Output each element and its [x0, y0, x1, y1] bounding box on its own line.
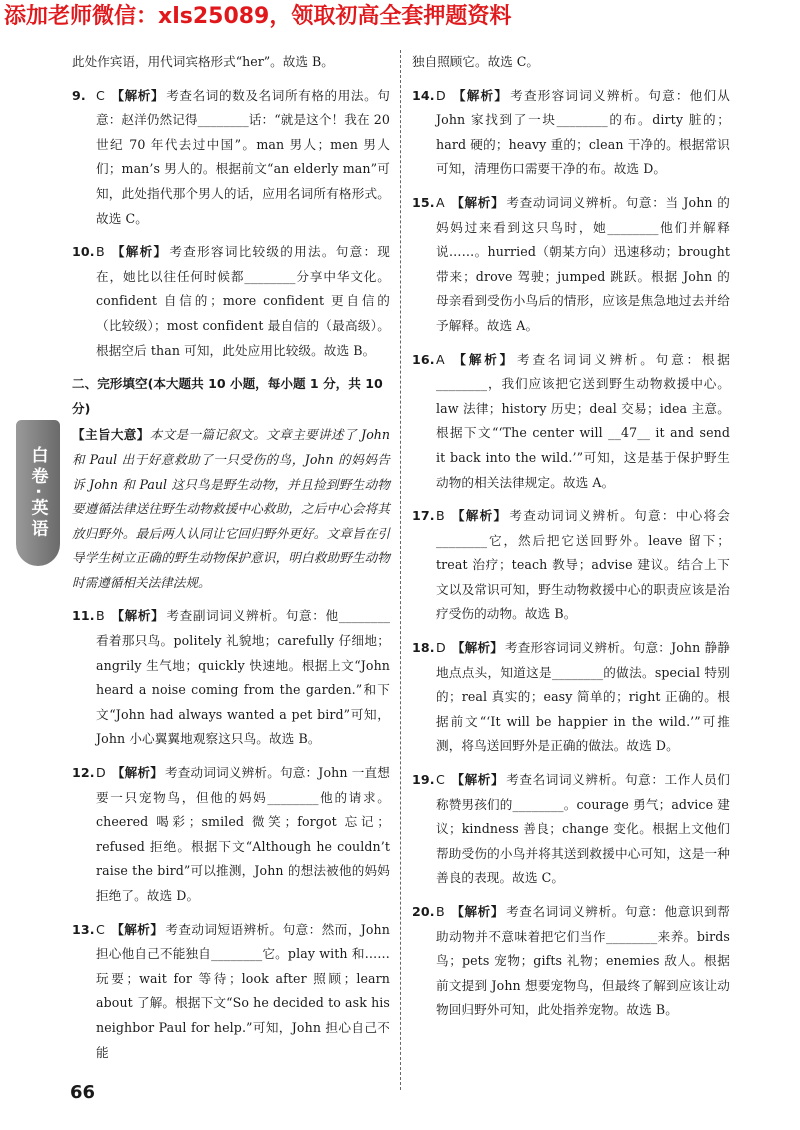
item-text: 考查名词词义辨析。句意：他意识到帮助动物并不意味着把它们当作________来养。birds 鸟；pets 宠物；gifts 礼物；enemies 敌人。根据前文提到 John 想要宠物鸟，但最终了解到应该让动物回归野外可知，此处指养宠物。故选 B。: [436, 904, 731, 1018]
item-text: 考查副词词义辨析。句意：他________看着那只鸟。politely 礼貌地；carefully 仔细地；angrily 生气地；quickly 快速地。根据上文“John heard a noise coming from the garden.”和下文“John had always wanted a pet bird”可知，John 小心翼翼地观察这只鸟。故选 B。: [96, 608, 390, 747]
item-num: 9.: [72, 87, 86, 103]
item-tag: 【解析】: [450, 772, 505, 788]
page-number: 66: [70, 1082, 96, 1103]
left-items-bottom: [72, 604, 390, 1065]
item-tag: 【解析】: [110, 921, 164, 937]
item-tag: 【解析】: [450, 194, 505, 210]
side-tab: [16, 420, 60, 566]
item-tag: 【解析】: [450, 508, 508, 524]
left-items-top: [72, 84, 390, 364]
right-items: [412, 84, 730, 1023]
item-num: 12.: [72, 765, 95, 781]
side-tab-label: 白卷·英语: [27, 445, 48, 541]
item-tag: 【解析】: [450, 351, 516, 367]
right-column: [412, 50, 730, 1032]
item-tag: 【解析】: [110, 87, 165, 103]
summary-tag: 【主旨大意】: [72, 427, 150, 443]
right-prelude: 独自照顾它。故选 C。: [412, 54, 539, 69]
item-ans: A: [436, 194, 445, 210]
item-tag: 【解析】: [110, 244, 168, 260]
item-tag: 【解析】: [451, 640, 503, 656]
item-num: 15.: [412, 194, 435, 210]
item-text: 考查名词词义辨析。句意：工作人员们称赞男孩们的________。courage 勇气；advice 建议；kindness 善良；change 变化。根据上文他们帮助受伤的小鸟并将其送到救援中心可知，这是一种善良的表现。故选 C。: [436, 772, 730, 886]
section-heading: 二、完形填空(本大题共 10 小题，每小题 1 分，共 10 分): [72, 376, 383, 416]
item-num: 17.: [412, 508, 435, 524]
answer-item: [412, 84, 730, 182]
item-ans: D: [436, 640, 446, 656]
item-ans: B: [96, 244, 105, 260]
left-column: [72, 50, 390, 1074]
item-num: 20.: [412, 904, 435, 919]
answer-item: [412, 900, 730, 1023]
item-tag: 【解析】: [450, 904, 505, 919]
summary: [72, 423, 390, 595]
item-num: 14.: [412, 87, 435, 103]
item-text: 考查形容词词义辨析。句意：他们从 John 家找到了一块________的布。dirty 脏的；hard 硬的；heavy 重的；clean 干净的。根据常识可知，清理伤口需要干净的布。故选 D。: [436, 87, 730, 177]
item-text: 考查动词词义辨析。句意：当 John 的妈妈过来看到这只鸟时，她________他们并解释说……。hurried（朝某方向）迅速移动；brought 带来；drove 驾驶；jumped 跳跃。根据 John 的母亲看到受伤小鸟后的情形，应该是焦急地过去并给予解释。故选 A。: [436, 194, 730, 333]
item-text: 考查动词词义辨析。句意：John 一直想要一只宠物鸟，但他的妈妈________他的请求。cheered 喝彩；smiled 微笑；forgot 忘记；refused 拒绝。根据下文“Although he couldn’t raise the bird”可以推测，John 的想法被他的妈妈拒绝了。故选 D。: [96, 765, 390, 903]
answer-item: [412, 768, 730, 891]
item-ans: D: [96, 765, 106, 781]
item-tag: 【解析】: [110, 608, 165, 624]
item-ans: B: [436, 904, 445, 919]
item-text: 考查名词词义辨析。句意：根据________，我们应该把它送到野生动物救援中心。law 法律；history 历史；deal 交易；idea 主意。根据下文“‘The center will __47__ it and send it back into the wild.’”可知，这是基于保护野生动物的相关法律规定。故选 A。: [436, 351, 730, 490]
item-ans: C: [436, 772, 445, 788]
item-ans: B: [436, 508, 445, 524]
item-ans: D: [436, 87, 446, 103]
item-text: 考查动词词义辨析。句意：中心将会________它，然后把它送回野外。leave 留下；treat 治疗；teach 教导；advise 建议。结合上下文以及常识可知，野生动物救援中心的职责应该是治疗受伤的动物。故选 B。: [436, 508, 730, 622]
item-tag: 【解析】: [111, 765, 163, 781]
answer-item: [72, 918, 390, 1066]
item-num: 18.: [412, 640, 435, 656]
item-num: 16.: [412, 351, 435, 367]
answer-item: [412, 348, 730, 496]
column-divider: [400, 50, 401, 1090]
item-ans: A: [436, 351, 445, 367]
item-ans: C: [96, 921, 105, 937]
summary-text: 本文是一篇记叙文。文章主要讲述了 John 和 Paul 出于好意救助了一只受伤的鸟，John 的妈妈告诉 John 和 Paul 这只鸟是野生动物，并且捡到野生动物要遵循法律送往野生动物救援中心救助，之后中心会将其放归野外。最后两人认同让它回归野外更好。文章旨在引导学生树立正确的野生动物保护意识，明白救助野生动物时需遵循相关法律法规。: [72, 427, 390, 590]
promo-banner: 添加老师微信：xls25089，领取初高全套押题资料: [4, 4, 512, 29]
left-prelude: 此处作宾语，用代词宾格形式“her”。故选 B。: [72, 54, 334, 69]
item-text: 考查动词短语辨析。句意：然而，John 担心他自己不能独自________它。play with 和……玩要；wait for 等待；look after 照顾；learn about 了解。根据下文“So he decided to ask his neighbor Paul for help.”可知，John 担心自己不能: [96, 921, 390, 1060]
item-num: 11.: [72, 608, 95, 624]
answer-item: [72, 84, 390, 232]
answer-item: [72, 761, 390, 909]
answer-item: [72, 604, 390, 752]
item-ans: B: [96, 608, 105, 624]
item-num: 13.: [72, 921, 95, 937]
item-text: 考查形容词比较级的用法。句意：现在，她比以往任何时候都________分享中华文化。confident 自信的；more confident 更自信的（比较级）；most confident 最自信的（最高级）。根据空后 than 可知，此处应用比较级。故选 B。: [96, 244, 390, 358]
item-num: 10.: [72, 244, 95, 260]
item-num: 19.: [412, 772, 435, 788]
item-text: 考查名词的数及名词所有格的用法。句意：赵洋仍然记得________话：“就是这个！我在 20 世纪 70 年代去过中国”。man 男人；men 男人们；man’s 男人的。根据前文“an elderly man”可知，此处指代那个男人的话，应用名词所有格形式。故选 C。: [96, 87, 390, 226]
answer-item: [412, 504, 730, 627]
item-ans: C: [96, 87, 105, 103]
answer-item: [72, 240, 390, 363]
answer-item: [412, 191, 730, 339]
answer-item: [412, 636, 730, 759]
item-tag: 【解析】: [451, 87, 509, 103]
item-text: 考查形容词词义辨析。句意：John 静静地点点头，知道这是________的做法。special 特别的；real 真实的；easy 简单的；right 正确的。根据前文“‘It will be happier in the wild.’”可推测，将鸟送回野外是正确的做法。故选 D。: [436, 640, 730, 754]
